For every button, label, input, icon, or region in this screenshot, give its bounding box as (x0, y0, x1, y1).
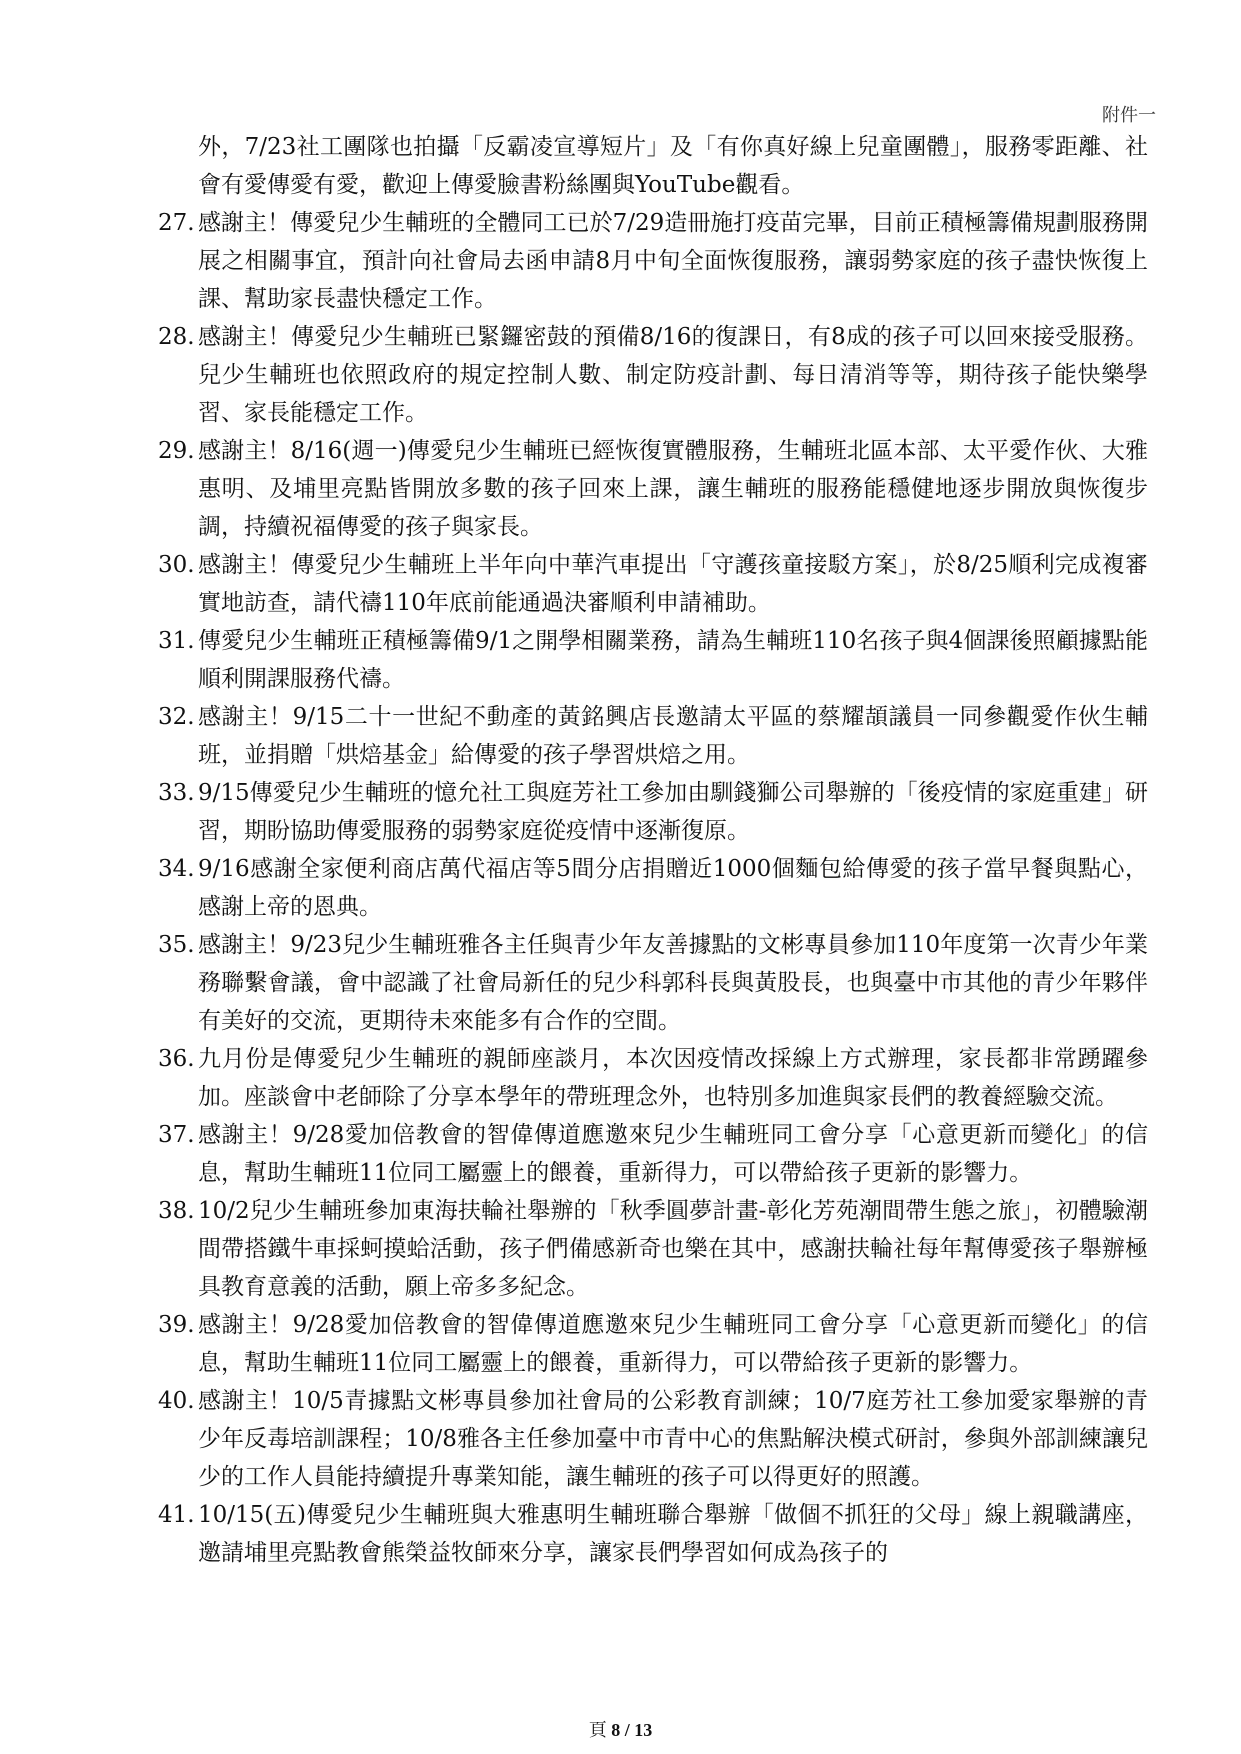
list-item (158, 850, 1148, 926)
page-number: 8 / 13 (611, 1720, 653, 1740)
item-text: 傳愛兒少生輔班正積極籌備9/1之開學相關業務，請為生輔班110名孩子與4個課後照顧據點能順利開課服務代禱。 (198, 628, 1148, 692)
list-item (158, 622, 1148, 698)
item-number: 37. (158, 1122, 195, 1148)
list-item (158, 1116, 1148, 1192)
list-item (158, 774, 1148, 850)
list-item (158, 926, 1148, 1040)
list-item (158, 1192, 1148, 1306)
item-text: 10/15(五)傳愛兒少生輔班與大雅惠明生輔班聯合舉辦「做個不抓狂的父母」線上親職講座，邀請埔里亮點教會熊榮益牧師來分享，讓家長們學習如何成為孩子的 (198, 1502, 1148, 1566)
item-number: 40. (158, 1388, 195, 1414)
document-body (158, 128, 1148, 1572)
item-number: 39. (158, 1312, 195, 1338)
item-number: 35. (158, 932, 195, 958)
item-text: 感謝主！9/28愛加倍教會的智偉傳道應邀來兒少生輔班同工會分享「心意更新而變化」的信息，幫助生輔班11位同工屬靈上的餵養，重新得力，可以帶給孩子更新的影響力。 (198, 1122, 1148, 1186)
item-text: 感謝主！9/15二十一世紀不動產的黃銘興店長邀請太平區的蔡耀頡議員一同參觀愛作伙生輔班，並捐贈「烘焙基金」給傳愛的孩子學習烘焙之用。 (198, 704, 1148, 768)
continuation-paragraph: 外，7/23社工團隊也拍攝「反霸凌宣導短片」及「有你真好線上兒童團體」，服務零距離、社會有愛傳愛有愛，歡迎上傳愛臉書粉絲團與YouTube觀看。 (198, 134, 1148, 198)
item-number: 28. (158, 324, 195, 350)
item-text: 感謝主！10/5青據點文彬專員參加社會局的公彩教育訓練；10/7庭芳社工參加愛家舉辦的青少年反毒培訓課程；10/8雅各主任參加臺中市青中心的焦點解決模式研討，參與外部訓練讓兒少的工作人員能持續提升專業知能，讓生輔班的孩子可以得更好的照護。 (198, 1388, 1148, 1490)
page-label: 頁 (588, 1720, 607, 1740)
list-item (158, 1382, 1148, 1496)
numbered-list (158, 204, 1148, 1572)
item-number: 27. (158, 210, 195, 236)
list-item (158, 432, 1148, 546)
item-text: 感謝主！9/23兒少生輔班雅各主任與青少年友善據點的文彬專員參加110年度第一次青少年業務聯繫會議，會中認識了社會局新任的兒少科郭科長與黃股長，也與臺中市其他的青少年夥伴有美好的交流，更期待未來能多有合作的空間。 (198, 932, 1148, 1034)
item-number: 41. (158, 1502, 195, 1528)
item-text: 感謝主！8/16(週一)傳愛兒少生輔班已經恢復實體服務，生輔班北區本部、太平愛作伙、大雅惠明、及埔里亮點皆開放多數的孩子回來上課，讓生輔班的服務能穩健地逐步開放與恢復步調，持續祝福傳愛的孩子與家長。 (198, 438, 1148, 540)
item-text: 感謝主！傳愛兒少生輔班已緊鑼密鼓的預備8/16的復課日，有8成的孩子可以回來接受服務。兒少生輔班也依照政府的規定控制人數、制定防疫計劃、每日清消等等，期待孩子能快樂學習、家長能穩定工作。 (198, 324, 1148, 426)
item-text: 九月份是傳愛兒少生輔班的親師座談月，本次因疫情改採線上方式辦理，家長都非常踴躍參加。座談會中老師除了分享本學年的帶班理念外，也特別多加進與家長們的教養經驗交流。 (198, 1046, 1148, 1110)
item-text: 感謝主！9/28愛加倍教會的智偉傳道應邀來兒少生輔班同工會分享「心意更新而變化」的信息，幫助生輔班11位同工屬靈上的餵養，重新得力，可以帶給孩子更新的影響力。 (198, 1312, 1148, 1376)
item-text: 9/16感謝全家便利商店萬代福店等5間分店捐贈近1000個麵包給傳愛的孩子當早餐與點心，感謝上帝的恩典。 (198, 856, 1148, 920)
list-item (158, 698, 1148, 774)
list-item (158, 204, 1148, 318)
item-number: 30. (158, 552, 195, 578)
item-number: 32. (158, 704, 195, 730)
item-number: 29. (158, 438, 195, 464)
item-text: 10/2兒少生輔班參加東海扶輪社舉辦的「秋季圓夢計畫-彰化芳苑潮間帶生態之旅」，初體驗潮間帶搭鐵牛車採蚵摸蛤活動，孩子們備感新奇也樂在其中，感謝扶輪社每年幫傳愛孩子舉辦極具教育意義的活動，願上帝多多紀念。 (198, 1198, 1148, 1300)
list-item (158, 1040, 1148, 1116)
list-item (158, 546, 1148, 622)
item-number: 38. (158, 1198, 195, 1224)
list-item (158, 1496, 1148, 1572)
item-number: 33. (158, 780, 195, 806)
list-item (158, 1306, 1148, 1382)
item-text: 感謝主！傳愛兒少生輔班上半年向中華汽車提出「守護孩童接駁方案」，於8/25順利完成複審實地訪查，請代禱110年底前能通過決審順利申請補助。 (198, 552, 1148, 616)
page-footer (0, 1716, 1241, 1742)
item-text: 9/15傳愛兒少生輔班的憶允社工與庭芳社工參加由馴錢獅公司舉辦的「後疫情的家庭重建」研習，期盼協助傳愛服務的弱勢家庭從疫情中逐漸復原。 (198, 780, 1148, 844)
item-number: 31. (158, 628, 195, 654)
item-number: 34. (158, 856, 195, 882)
item-number: 36. (158, 1046, 195, 1072)
list-item (158, 318, 1148, 432)
item-text: 感謝主！傳愛兒少生輔班的全體同工已於7/29造冊施打疫苗完畢，目前正積極籌備規劃服務開展之相關事宜，預計向社會局去函申請8月中旬全面恢復服務，讓弱勢家庭的孩子盡快恢復上課、幫助家長盡快穩定工作。 (198, 210, 1148, 312)
attachment-label: 附件一 (1102, 105, 1156, 126)
